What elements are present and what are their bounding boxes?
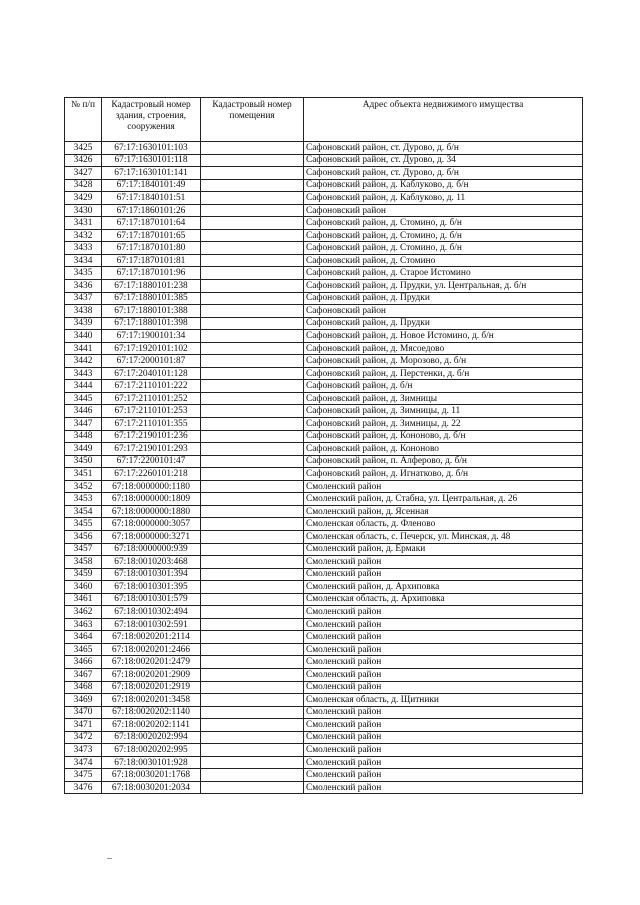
row-number: 3430 (65, 204, 102, 217)
room-cadastral-number (201, 480, 304, 493)
building-cadastral-number: 67:17:1860101:26 (102, 204, 201, 217)
table-row (65, 254, 583, 267)
table-row (65, 392, 583, 405)
room-cadastral-number (201, 142, 304, 155)
object-address: Сафоновский район, д. Прудки (304, 317, 583, 330)
building-cadastral-number: 67:17:2110101:222 (102, 380, 201, 393)
room-cadastral-number (201, 330, 304, 343)
table-row (65, 643, 583, 656)
object-address: Сафоновский район, д. Новое Истомино, д. б/н (304, 330, 583, 343)
row-number: 3453 (65, 493, 102, 506)
object-address: Сафоновский район, д. б/н (304, 380, 583, 393)
room-cadastral-number (201, 217, 304, 230)
table-row (65, 418, 583, 431)
row-number: 3451 (65, 468, 102, 481)
row-number: 3464 (65, 631, 102, 644)
table-header (65, 98, 583, 142)
building-cadastral-number: 67:18:0010203:468 (102, 556, 201, 569)
object-address: Смоленский район (304, 480, 583, 493)
table-body (65, 142, 583, 794)
room-cadastral-number (201, 280, 304, 293)
building-cadastral-number: 67:18:0030101:928 (102, 756, 201, 769)
table-row (65, 305, 583, 318)
building-cadastral-number: 67:17:1880101:398 (102, 317, 201, 330)
room-cadastral-number (201, 493, 304, 506)
object-address: Смоленский район (304, 568, 583, 581)
table-row (65, 656, 583, 669)
row-number: 3455 (65, 518, 102, 531)
building-cadastral-number: 67:17:1870101:64 (102, 217, 201, 230)
building-cadastral-number: 67:18:0020202:994 (102, 731, 201, 744)
room-cadastral-number (201, 204, 304, 217)
row-number: 3447 (65, 418, 102, 431)
table-row (65, 192, 583, 205)
header-number: № п/п (65, 98, 102, 142)
row-number: 3432 (65, 229, 102, 242)
building-cadastral-number: 67:17:1630101:141 (102, 167, 201, 180)
table-row (65, 443, 583, 456)
room-cadastral-number (201, 581, 304, 594)
table-row (65, 606, 583, 619)
row-number: 3476 (65, 781, 102, 794)
object-address: Смоленский район (304, 618, 583, 631)
building-cadastral-number: 67:18:0020201:3458 (102, 694, 201, 707)
row-number: 3454 (65, 505, 102, 518)
building-cadastral-number: 67:17:2040101:128 (102, 367, 201, 380)
building-cadastral-number: 67:17:1630101:118 (102, 154, 201, 167)
table-row (65, 167, 583, 180)
building-cadastral-number: 67:17:1920101:102 (102, 342, 201, 355)
row-number: 3469 (65, 694, 102, 707)
building-cadastral-number: 67:18:0010301:395 (102, 581, 201, 594)
object-address: Сафоновский район (304, 305, 583, 318)
footer-mark (107, 858, 112, 859)
object-address: Смоленская область, д. Фленово (304, 518, 583, 531)
object-address: Сафоновский район, д. Стомино, д. б/н (304, 242, 583, 255)
building-cadastral-number: 67:18:0010302:494 (102, 606, 201, 619)
table-row (65, 430, 583, 443)
room-cadastral-number (201, 719, 304, 732)
building-cadastral-number: 67:18:0020201:2479 (102, 656, 201, 669)
header-building-cadastral-number: Кадастровый номер здания, строения, сооружения (102, 98, 201, 142)
room-cadastral-number (201, 756, 304, 769)
table-row (65, 631, 583, 644)
object-address: Сафоновский район, д. Каблуково, д. 11 (304, 192, 583, 205)
room-cadastral-number (201, 167, 304, 180)
room-cadastral-number (201, 179, 304, 192)
object-address: Смоленская область, с. Печерск, ул. Минская, д. 48 (304, 530, 583, 543)
building-cadastral-number: 67:18:0020202:1141 (102, 719, 201, 732)
row-number: 3439 (65, 317, 102, 330)
room-cadastral-number (201, 781, 304, 794)
room-cadastral-number (201, 556, 304, 569)
building-cadastral-number: 67:18:0020201:2909 (102, 668, 201, 681)
object-address: Смоленский район (304, 681, 583, 694)
object-address: Смоленская область, д. Архиповка (304, 593, 583, 606)
property-registry-table (64, 97, 583, 794)
row-number: 3442 (65, 355, 102, 368)
building-cadastral-number: 67:17:1880101:388 (102, 305, 201, 318)
object-address: Смоленский район (304, 668, 583, 681)
object-address: Сафоновский район, д. Перстенки, д. б/н (304, 367, 583, 380)
room-cadastral-number (201, 292, 304, 305)
row-number: 3460 (65, 581, 102, 594)
table-row (65, 468, 583, 481)
room-cadastral-number (201, 305, 304, 318)
object-address: Сафоновский район, д. Стомино (304, 254, 583, 267)
row-number: 3436 (65, 280, 102, 293)
object-address: Сафоновский район, ст. Дурово, д. б/н (304, 167, 583, 180)
room-cadastral-number (201, 443, 304, 456)
building-cadastral-number: 67:17:2000101:87 (102, 355, 201, 368)
table-row (65, 530, 583, 543)
object-address: Смоленский район (304, 744, 583, 757)
header-address: Адрес объекта недвижимого имущества (304, 98, 583, 142)
object-address: Сафоновский район, д. Каблуково, д. б/н (304, 179, 583, 192)
room-cadastral-number (201, 656, 304, 669)
table-row (65, 267, 583, 280)
room-cadastral-number (201, 543, 304, 556)
table-row (65, 543, 583, 556)
table-row (65, 179, 583, 192)
object-address: Смоленский район (304, 631, 583, 644)
object-address: Смоленский район (304, 556, 583, 569)
object-address: Смоленский район (304, 781, 583, 794)
row-number: 3468 (65, 681, 102, 694)
building-cadastral-number: 67:17:1840101:51 (102, 192, 201, 205)
building-cadastral-number: 67:17:2260101:218 (102, 468, 201, 481)
table-row (65, 229, 583, 242)
row-number: 3457 (65, 543, 102, 556)
row-number: 3470 (65, 706, 102, 719)
object-address: Сафоновский район, п. Алферово, д. б/н (304, 455, 583, 468)
row-number: 3450 (65, 455, 102, 468)
header-room-cadastral-number: Кадастровый номер помещения (201, 98, 304, 142)
row-number: 3438 (65, 305, 102, 318)
row-number: 3429 (65, 192, 102, 205)
object-address: Смоленский район, д. Архиповка (304, 581, 583, 594)
row-number: 3437 (65, 292, 102, 305)
row-number: 3467 (65, 668, 102, 681)
row-number: 3428 (65, 179, 102, 192)
room-cadastral-number (201, 267, 304, 280)
building-cadastral-number: 67:17:1870101:65 (102, 229, 201, 242)
building-cadastral-number: 67:18:0020201:2114 (102, 631, 201, 644)
building-cadastral-number: 67:17:1870101:80 (102, 242, 201, 255)
table-row (65, 292, 583, 305)
building-cadastral-number: 67:18:0020201:2919 (102, 681, 201, 694)
object-address: Смоленский район (304, 656, 583, 669)
building-cadastral-number: 67:17:1870101:96 (102, 267, 201, 280)
table-row (65, 731, 583, 744)
object-address: Смоленский район, д. Ясенная (304, 505, 583, 518)
table-row (65, 317, 583, 330)
room-cadastral-number (201, 593, 304, 606)
row-number: 3472 (65, 731, 102, 744)
object-address: Смоленский район, д. Ермаки (304, 543, 583, 556)
row-number: 3425 (65, 142, 102, 155)
building-cadastral-number: 67:18:0000000:1809 (102, 493, 201, 506)
building-cadastral-number: 67:18:0010301:579 (102, 593, 201, 606)
object-address: Сафоновский район, д. Зимницы, д. 22 (304, 418, 583, 431)
table-row (65, 769, 583, 782)
table-row (65, 618, 583, 631)
building-cadastral-number: 67:18:0020201:2466 (102, 643, 201, 656)
row-number: 3458 (65, 556, 102, 569)
building-cadastral-number: 67:18:0020202:995 (102, 744, 201, 757)
building-cadastral-number: 67:17:1840101:49 (102, 179, 201, 192)
room-cadastral-number (201, 694, 304, 707)
building-cadastral-number: 67:17:1880101:385 (102, 292, 201, 305)
object-address: Смоленский район (304, 706, 583, 719)
building-cadastral-number: 67:18:0000000:1880 (102, 505, 201, 518)
row-number: 3441 (65, 342, 102, 355)
object-address: Сафоновский район, д. Морозово, д. б/н (304, 355, 583, 368)
object-address: Сафоновский район, д. Кононово, д. б/н (304, 430, 583, 443)
table-row (65, 493, 583, 506)
object-address: Сафоновский район, д. Прудки (304, 292, 583, 305)
building-cadastral-number: 67:17:1630101:103 (102, 142, 201, 155)
room-cadastral-number (201, 643, 304, 656)
table-row (65, 355, 583, 368)
table-row (65, 142, 583, 155)
table-row (65, 330, 583, 343)
row-number: 3440 (65, 330, 102, 343)
room-cadastral-number (201, 468, 304, 481)
room-cadastral-number (201, 769, 304, 782)
room-cadastral-number (201, 342, 304, 355)
room-cadastral-number (201, 380, 304, 393)
building-cadastral-number: 67:18:0010301:394 (102, 568, 201, 581)
table-row (65, 280, 583, 293)
building-cadastral-number: 67:18:0030201:1768 (102, 769, 201, 782)
row-number: 3433 (65, 242, 102, 255)
object-address: Смоленский район (304, 643, 583, 656)
building-cadastral-number: 67:18:0000000:939 (102, 543, 201, 556)
object-address: Сафоновский район (304, 204, 583, 217)
room-cadastral-number (201, 317, 304, 330)
room-cadastral-number (201, 242, 304, 255)
row-number: 3471 (65, 719, 102, 732)
table-row (65, 455, 583, 468)
room-cadastral-number (201, 681, 304, 694)
table-row (65, 154, 583, 167)
row-number: 3446 (65, 405, 102, 418)
object-address: Сафоновский район, ст. Дурово, д. б/н (304, 142, 583, 155)
room-cadastral-number (201, 355, 304, 368)
room-cadastral-number (201, 229, 304, 242)
object-address: Смоленский район, д. Стабна, ул. Центральная, д. 26 (304, 493, 583, 506)
table-row (65, 756, 583, 769)
room-cadastral-number (201, 530, 304, 543)
row-number: 3426 (65, 154, 102, 167)
building-cadastral-number: 67:17:2200101:47 (102, 455, 201, 468)
object-address: Смоленский район (304, 731, 583, 744)
row-number: 3443 (65, 367, 102, 380)
table-row (65, 781, 583, 794)
room-cadastral-number (201, 606, 304, 619)
room-cadastral-number (201, 618, 304, 631)
room-cadastral-number (201, 706, 304, 719)
table-row (65, 518, 583, 531)
table-row (65, 556, 583, 569)
building-cadastral-number: 67:17:1870101:81 (102, 254, 201, 267)
building-cadastral-number: 67:17:1880101:238 (102, 280, 201, 293)
table-row (65, 480, 583, 493)
room-cadastral-number (201, 568, 304, 581)
row-number: 3474 (65, 756, 102, 769)
row-number: 3445 (65, 392, 102, 405)
object-address: Сафоновский район, д. Зимницы (304, 392, 583, 405)
building-cadastral-number: 67:18:0000000:3057 (102, 518, 201, 531)
object-address: Сафоновский район, д. Стомино, д. б/н (304, 217, 583, 230)
room-cadastral-number (201, 455, 304, 468)
table-row (65, 367, 583, 380)
table-row (65, 568, 583, 581)
table-row (65, 668, 583, 681)
table-row (65, 342, 583, 355)
building-cadastral-number: 67:18:0020202:1140 (102, 706, 201, 719)
table-row (65, 505, 583, 518)
table-row (65, 719, 583, 732)
building-cadastral-number: 67:17:2110101:355 (102, 418, 201, 431)
row-number: 3456 (65, 530, 102, 543)
room-cadastral-number (201, 367, 304, 380)
building-cadastral-number: 67:17:2110101:253 (102, 405, 201, 418)
object-address: Сафоновский район, д. Зимницы, д. 11 (304, 405, 583, 418)
room-cadastral-number (201, 392, 304, 405)
table-row (65, 706, 583, 719)
room-cadastral-number (201, 405, 304, 418)
object-address: Смоленская область, д. Щитники (304, 694, 583, 707)
object-address: Сафоновский район, д. Игнатково, д. б/н (304, 468, 583, 481)
table-row (65, 217, 583, 230)
object-address: Сафоновский район, ст. Дурово, д. 34 (304, 154, 583, 167)
object-address: Сафоновский район, д. Мясоедово (304, 342, 583, 355)
table-row (65, 744, 583, 757)
object-address: Смоленский район (304, 756, 583, 769)
row-number: 3461 (65, 593, 102, 606)
row-number: 3427 (65, 167, 102, 180)
row-number: 3444 (65, 380, 102, 393)
building-cadastral-number: 67:18:0000000:1180 (102, 480, 201, 493)
table-row (65, 204, 583, 217)
building-cadastral-number: 67:17:2190101:293 (102, 443, 201, 456)
row-number: 3434 (65, 254, 102, 267)
object-address: Смоленский район (304, 769, 583, 782)
room-cadastral-number (201, 418, 304, 431)
room-cadastral-number (201, 430, 304, 443)
row-number: 3466 (65, 656, 102, 669)
object-address: Сафоновский район, д. Старое Истомино (304, 267, 583, 280)
row-number: 3452 (65, 480, 102, 493)
room-cadastral-number (201, 668, 304, 681)
room-cadastral-number (201, 731, 304, 744)
building-cadastral-number: 67:17:2110101:252 (102, 392, 201, 405)
building-cadastral-number: 67:18:0010302:591 (102, 618, 201, 631)
row-number: 3435 (65, 267, 102, 280)
room-cadastral-number (201, 154, 304, 167)
object-address: Смоленский район (304, 606, 583, 619)
object-address: Сафоновский район, д. Стомино, д. б/н (304, 229, 583, 242)
row-number: 3459 (65, 568, 102, 581)
building-cadastral-number: 67:17:2190101:236 (102, 430, 201, 443)
table-row (65, 681, 583, 694)
row-number: 3473 (65, 744, 102, 757)
row-number: 3475 (65, 769, 102, 782)
object-address: Сафоновский район, д. Кононово (304, 443, 583, 456)
table-row (65, 581, 583, 594)
room-cadastral-number (201, 631, 304, 644)
object-address: Сафоновский район, д. Прудки, ул. Центральная, д. б/н (304, 280, 583, 293)
room-cadastral-number (201, 518, 304, 531)
building-cadastral-number: 67:18:0030201:2034 (102, 781, 201, 794)
building-cadastral-number: 67:18:0000000:3271 (102, 530, 201, 543)
row-number: 3448 (65, 430, 102, 443)
building-cadastral-number: 67:17:1900101:34 (102, 330, 201, 343)
table-row (65, 593, 583, 606)
row-number: 3463 (65, 618, 102, 631)
header-row (65, 98, 583, 142)
table-row (65, 694, 583, 707)
room-cadastral-number (201, 254, 304, 267)
table-row (65, 380, 583, 393)
room-cadastral-number (201, 505, 304, 518)
room-cadastral-number (201, 192, 304, 205)
row-number: 3449 (65, 443, 102, 456)
row-number: 3465 (65, 643, 102, 656)
table-row (65, 242, 583, 255)
object-address: Смоленский район (304, 719, 583, 732)
room-cadastral-number (201, 744, 304, 757)
table-row (65, 405, 583, 418)
row-number: 3462 (65, 606, 102, 619)
row-number: 3431 (65, 217, 102, 230)
